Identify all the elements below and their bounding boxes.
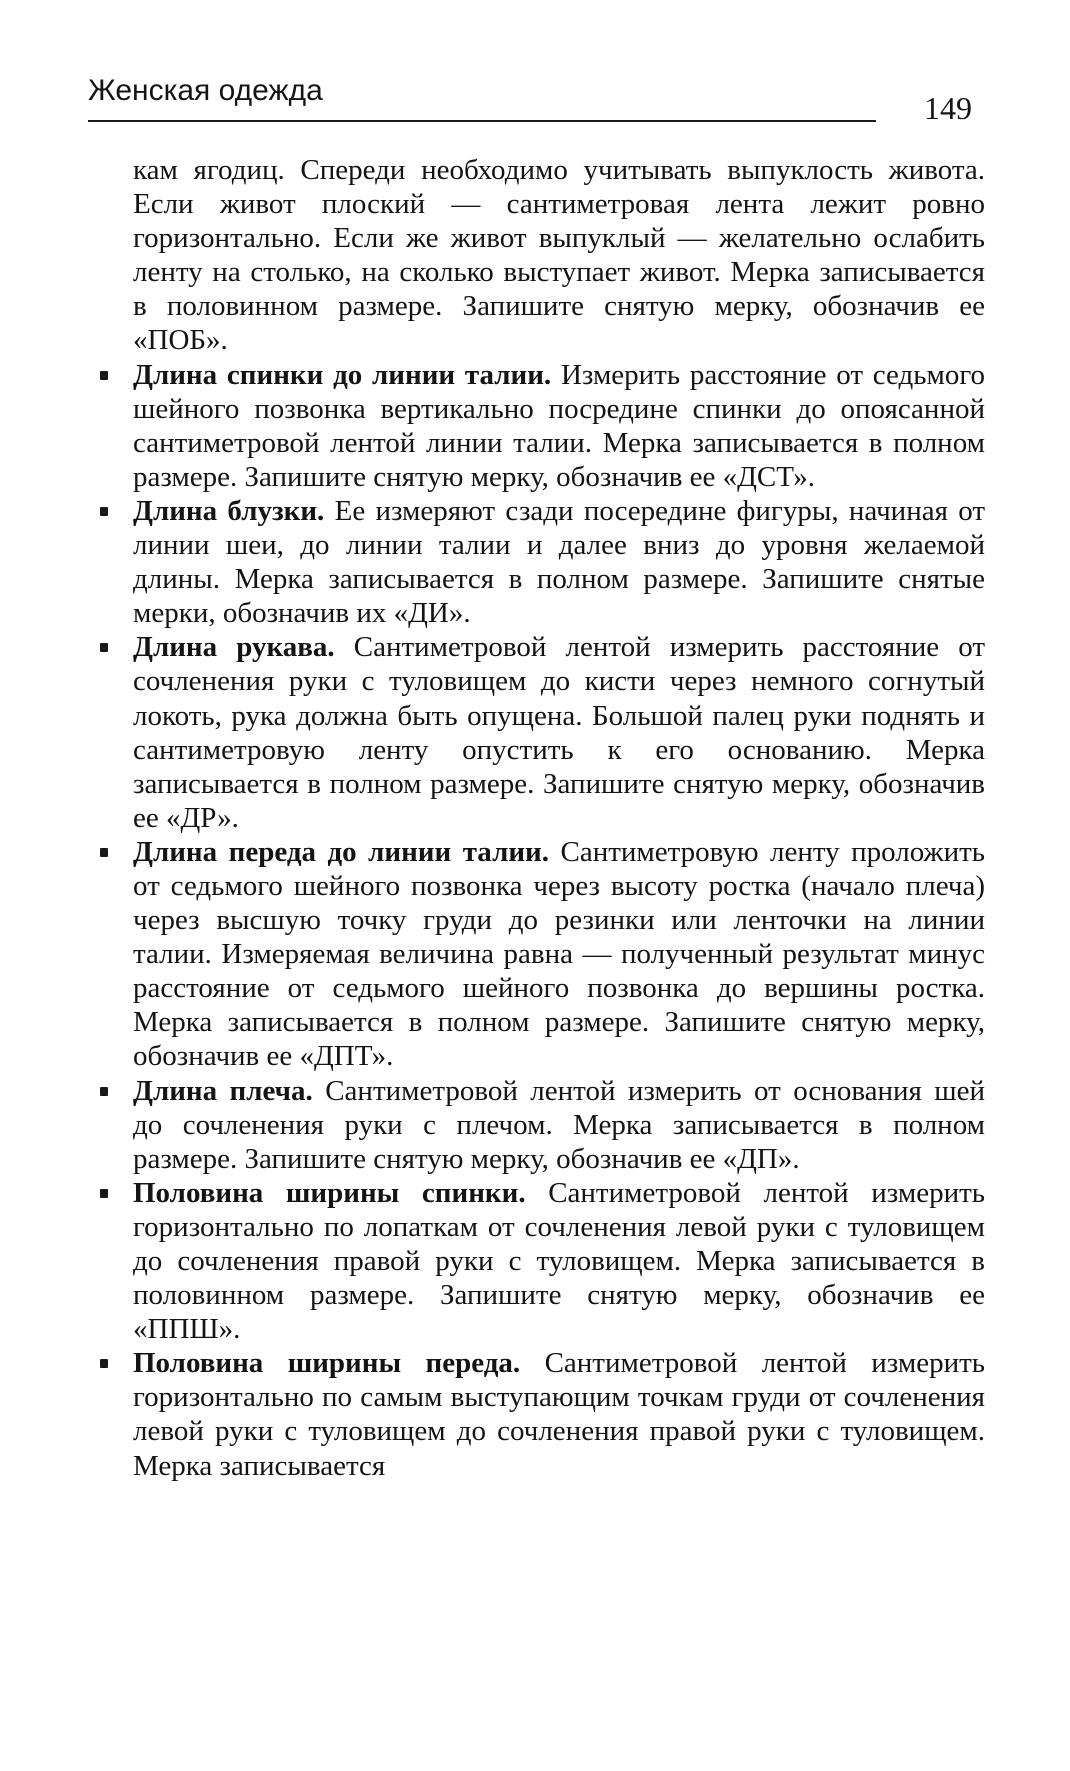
- item-term: Длина плеча.: [133, 1074, 313, 1107]
- bullet-icon: [100, 507, 108, 516]
- list-item-front-length: [133, 835, 985, 1074]
- item-term: Длина рукава.: [133, 631, 335, 664]
- body-text: [133, 153, 985, 1483]
- list-item-half-front-width: [133, 1346, 985, 1482]
- intro-paragraph: кам ягодиц. Спереди необходимо учитывать выпуклость живота. Если живот плоский — сантиметровая лента лежит ровно горизонтально. Если же живот выпуклый — желательно ослабить ленту на столько, на сколько выступает живот. Мерка записывается в половинном размере. Запишите снятую мерку, обозначив ее «ПОБ».: [133, 154, 985, 357]
- list-item-half-back-width: [133, 1176, 985, 1346]
- item-text: Сантиметровой лентой измерить от основания шей до сочленения руки с плечом. Мерка записывается в полном размере. Запишите снятую мерку, обозначив ее «ДП».: [133, 1074, 986, 1175]
- page-number: 149: [924, 90, 972, 126]
- list-item-sleeve-length: [133, 630, 985, 835]
- list-item-shoulder-length: [133, 1074, 985, 1176]
- item-term: Длина спинки до линии талии.: [133, 358, 552, 391]
- item-text: Сантиметровую ленту проложить от седьмого шейного позвонка через высоту ростка (начало плеча) через высшую точку груди до резинки или ленточки на линии талии. Измеряемая величина равна — полученный результат минус расстояние от седьмого шейного позвонка до вершины ростка. Мерка записывается в полном размере. Запишите снятую мерку, обозначив ее «ДПТ».: [133, 835, 986, 1073]
- bullet-icon: [100, 1087, 108, 1096]
- bullet-icon: [100, 643, 108, 652]
- item-text: Сантиметровой лентой измерить горизонтально по лопаткам от сочленения левой руки с туловищем до сочленения правой руки с туловищем. Мерка записывается в половинном размере. Запишите снятую мерку, обозначив ее «ППШ».: [133, 1176, 985, 1346]
- item-text: Сантиметровой лентой измерить горизонтально по самым выступающим точкам груди от сочленения левой руки с туловищем до сочленения правой руки с туловищем. Мерка записывается: [133, 1347, 985, 1482]
- item-text: Ее измеряют сзади посередине фигуры, начиная от линии шеи, до линии талии и далее вниз до уровня желаемой длины. Мерка записывается в полном размере. Запишите снятые мерки, обозначив их «ДИ».: [133, 494, 986, 630]
- item-term: Половина ширины переда.: [133, 1347, 521, 1380]
- bullet-icon: [100, 1359, 108, 1368]
- bullet-icon: [100, 1189, 108, 1198]
- bullet-icon: [100, 371, 108, 380]
- bullet-icon: [100, 848, 108, 857]
- running-header: [88, 72, 988, 132]
- item-text: Измерить расстояние от седьмого шейного позвонка вертикально посредине спинки до опоясанной сантиметровой лентой линии талии. Мерка записывается в полном размере. Запишите снятую мерку, обозначив ее «ДСТ».: [133, 358, 985, 493]
- list-item-back-length: [133, 358, 985, 494]
- list-item-blouse-length: [133, 494, 985, 630]
- running-title: Женская одежда: [88, 74, 323, 107]
- item-term: Длина блузки.: [133, 494, 325, 527]
- item-text: Сантиметровой лентой измерить расстояние от сочленения руки с туловищем до кисти через немного согнутый локоть, рука должна быть опущена. Большой палец руки поднять и сантиметровую ленту опустить к его основанию. Мерка записывается в полном размере. Запишите снятую мерку, обозначив ее «ДР».: [133, 631, 985, 834]
- item-term: Половина ширины спинки.: [133, 1176, 526, 1209]
- item-term: Длина переда до линии талии.: [133, 835, 550, 868]
- header-rule: [88, 120, 876, 122]
